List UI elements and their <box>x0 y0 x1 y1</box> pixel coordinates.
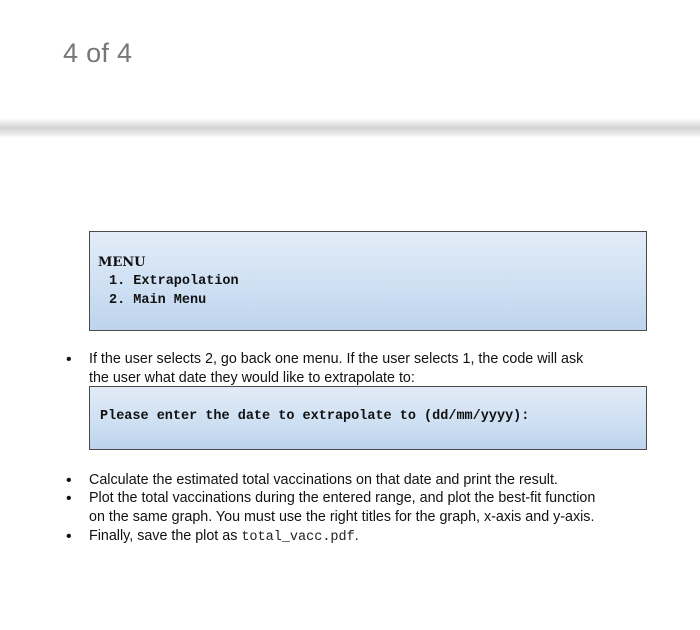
bullet-text: on the same graph. You must use the right titles for the graph, x-axis and y-axis. <box>89 509 595 525</box>
menu-title: MENU <box>98 255 146 270</box>
page-divider <box>0 118 700 138</box>
bullet-text: the user what date they would like to extrapolate to: <box>89 370 415 386</box>
bullet-text-after: . <box>354 528 359 544</box>
menu-item-main-menu: 2. Main Menu <box>109 293 207 308</box>
page-indicator: 4 of 4 <box>63 38 133 68</box>
bullet-text: Plot the total vaccinations during the entered range, and plot the best-fit function <box>89 490 596 506</box>
bullet-dot-icon: • <box>66 528 72 545</box>
bullet-text: If the user selects 2, go back one menu. If the user selects 1, the code will ask <box>89 351 584 367</box>
bullet-text: Calculate the estimated total vaccinations on that date and print the result. <box>89 472 558 488</box>
menu-item-extrapolation: 1. Extrapolation <box>109 274 239 289</box>
bullet-text <box>89 527 359 547</box>
filename: total_vacc.pdf <box>241 530 355 545</box>
bullet-dot-icon: • <box>66 490 72 507</box>
bullet-dot-icon: • <box>66 472 72 489</box>
bullet-text-before: Finally, save the plot as <box>89 528 242 544</box>
bullet-dot-icon: • <box>66 351 72 368</box>
prompt-box: Please enter the date to extrapolate to (dd/mm/yyyy): <box>89 386 647 450</box>
menu-box <box>89 231 647 331</box>
menu-list <box>98 272 646 310</box>
